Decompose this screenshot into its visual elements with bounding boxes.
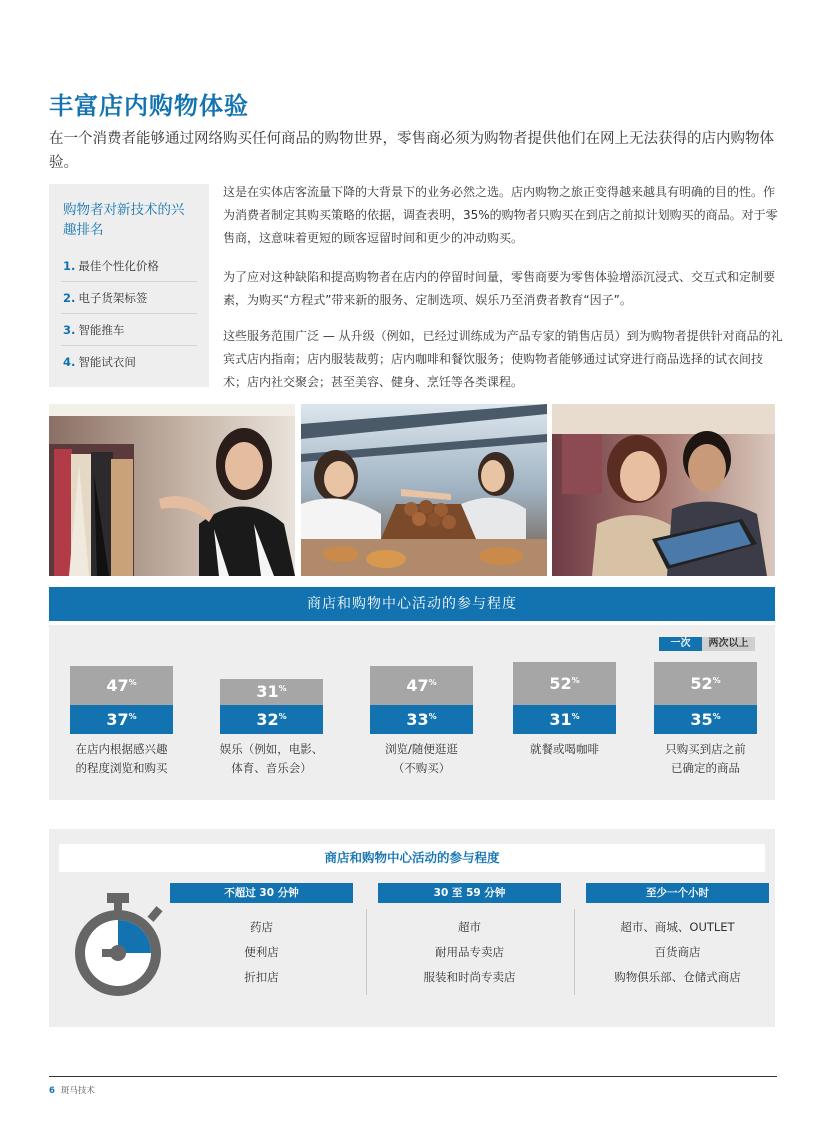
footer-rule bbox=[49, 1076, 777, 1077]
store-type: 服装和时尚专卖店 bbox=[423, 970, 516, 984]
bar-twice: 47% bbox=[370, 666, 473, 705]
column-divider bbox=[574, 909, 575, 995]
time-spent-table bbox=[49, 829, 775, 1027]
category-label: 娱乐（例如，电影、 体育、音乐会） bbox=[219, 742, 324, 775]
bar-twice: 52% bbox=[513, 662, 616, 705]
bar-twice: 47% bbox=[70, 666, 173, 705]
bar-once: 31% bbox=[513, 705, 616, 734]
page-title: 丰富店内购物体验 bbox=[49, 92, 249, 120]
sidebar-item: 3. 智能推车 bbox=[61, 314, 197, 346]
engagement-chart-title: 商店和购物中心活动的参与程度 bbox=[49, 587, 775, 621]
column-divider bbox=[366, 909, 367, 995]
page-footer bbox=[49, 1084, 95, 1096]
footer-brand: 斑马技术 bbox=[60, 1086, 95, 1096]
bakery-photo bbox=[301, 404, 547, 576]
sidebar-heading: 购物者对新技术的兴趣排名 bbox=[63, 202, 185, 238]
bar-once: 35% bbox=[654, 705, 757, 734]
body-paragraph-3: 这些服务范围广泛 — 从升级（例如，已经过训练成为产品专家的销售店员）到为购物者提供针对商品的礼宾式店内指南；店内服装裁剪；店内咖啡和餐饮服务；使购物者能够通过试穿进行商品选择的试衣间技术；店内社交聚会；甚至美容、健身、烹饪等各类课程。 bbox=[223, 329, 783, 389]
page-number: 6 bbox=[49, 1086, 55, 1096]
category-label: 浏览/随便逛逛 （不购买） bbox=[385, 742, 458, 775]
stopwatch-icon bbox=[67, 887, 169, 999]
intro-paragraph: 在一个消费者能够通过网络购买任何商品的购物世界，零售商必须为购物者提供他们在网上无法获得的店内购物体验。 bbox=[49, 131, 774, 171]
store-type: 百货商店 bbox=[654, 945, 701, 959]
body-paragraph-2: 为了应对这种缺陷和提高购物者在店内的停留时间量，零售商要为零售体验增添沉浸式、交互式和定制要素，为购买“方程式”带来新的服务、定制选项、娱乐乃至消费者教育“因子”。 bbox=[223, 270, 776, 307]
time-column-header: 30 至 59 分钟 bbox=[378, 883, 561, 903]
category-label: 在店内根据感兴趣 的程度浏览和购买 bbox=[75, 742, 168, 775]
category-label: 就餐或喝咖啡 bbox=[530, 742, 599, 756]
store-type: 耐用品专卖店 bbox=[435, 945, 504, 959]
store-type: 便利店 bbox=[244, 945, 279, 959]
clothing-store-photo bbox=[49, 404, 295, 576]
photo-strip bbox=[49, 404, 775, 576]
legend-once: 一次 bbox=[659, 637, 702, 651]
time-column-header: 至少一个小时 bbox=[586, 883, 769, 903]
legend-twice: 两次以上 bbox=[702, 637, 755, 651]
store-type: 超市 bbox=[458, 920, 481, 934]
store-type: 药店 bbox=[250, 920, 273, 934]
store-type: 购物俱乐部、仓储式商店 bbox=[614, 970, 741, 984]
engagement-bar-chart bbox=[49, 625, 775, 800]
category-label: 只购买到店之前 已确定的商品 bbox=[665, 742, 746, 775]
bar-once: 33% bbox=[370, 705, 473, 734]
time-table-title: 商店和购物中心活动的参与程度 bbox=[59, 844, 765, 872]
body-paragraph-1: 这是在实体店客流量下降的大背景下的业务必然之选。店内购物之旅正变得越来越具有明确的目的性。作为消费者制定其购买策略的依据，调查表明，35%的购物者只购买在到店之前拟计划购买的商品。对于零售商，这意味着更短的顾客逗留时间和更少的冲动购买。 bbox=[223, 185, 778, 245]
store-type: 超市、商城、OUTLET bbox=[620, 920, 735, 934]
bar-once: 37% bbox=[70, 705, 173, 734]
tech-interest-sidebar bbox=[49, 184, 209, 387]
sidebar-item: 2. 电子货架标签 bbox=[61, 282, 197, 314]
bar-twice: 31% bbox=[220, 679, 323, 705]
bar-twice: 52% bbox=[654, 662, 757, 705]
time-column-header: 不超过 30 分钟 bbox=[170, 883, 353, 903]
couple-tablet-photo bbox=[552, 404, 775, 576]
store-type: 折扣店 bbox=[244, 970, 279, 984]
bar-once: 32% bbox=[220, 705, 323, 734]
sidebar-item: 1. 最佳个性化价格 bbox=[61, 250, 197, 282]
sidebar-item: 4. 智能试衣间 bbox=[63, 355, 136, 369]
